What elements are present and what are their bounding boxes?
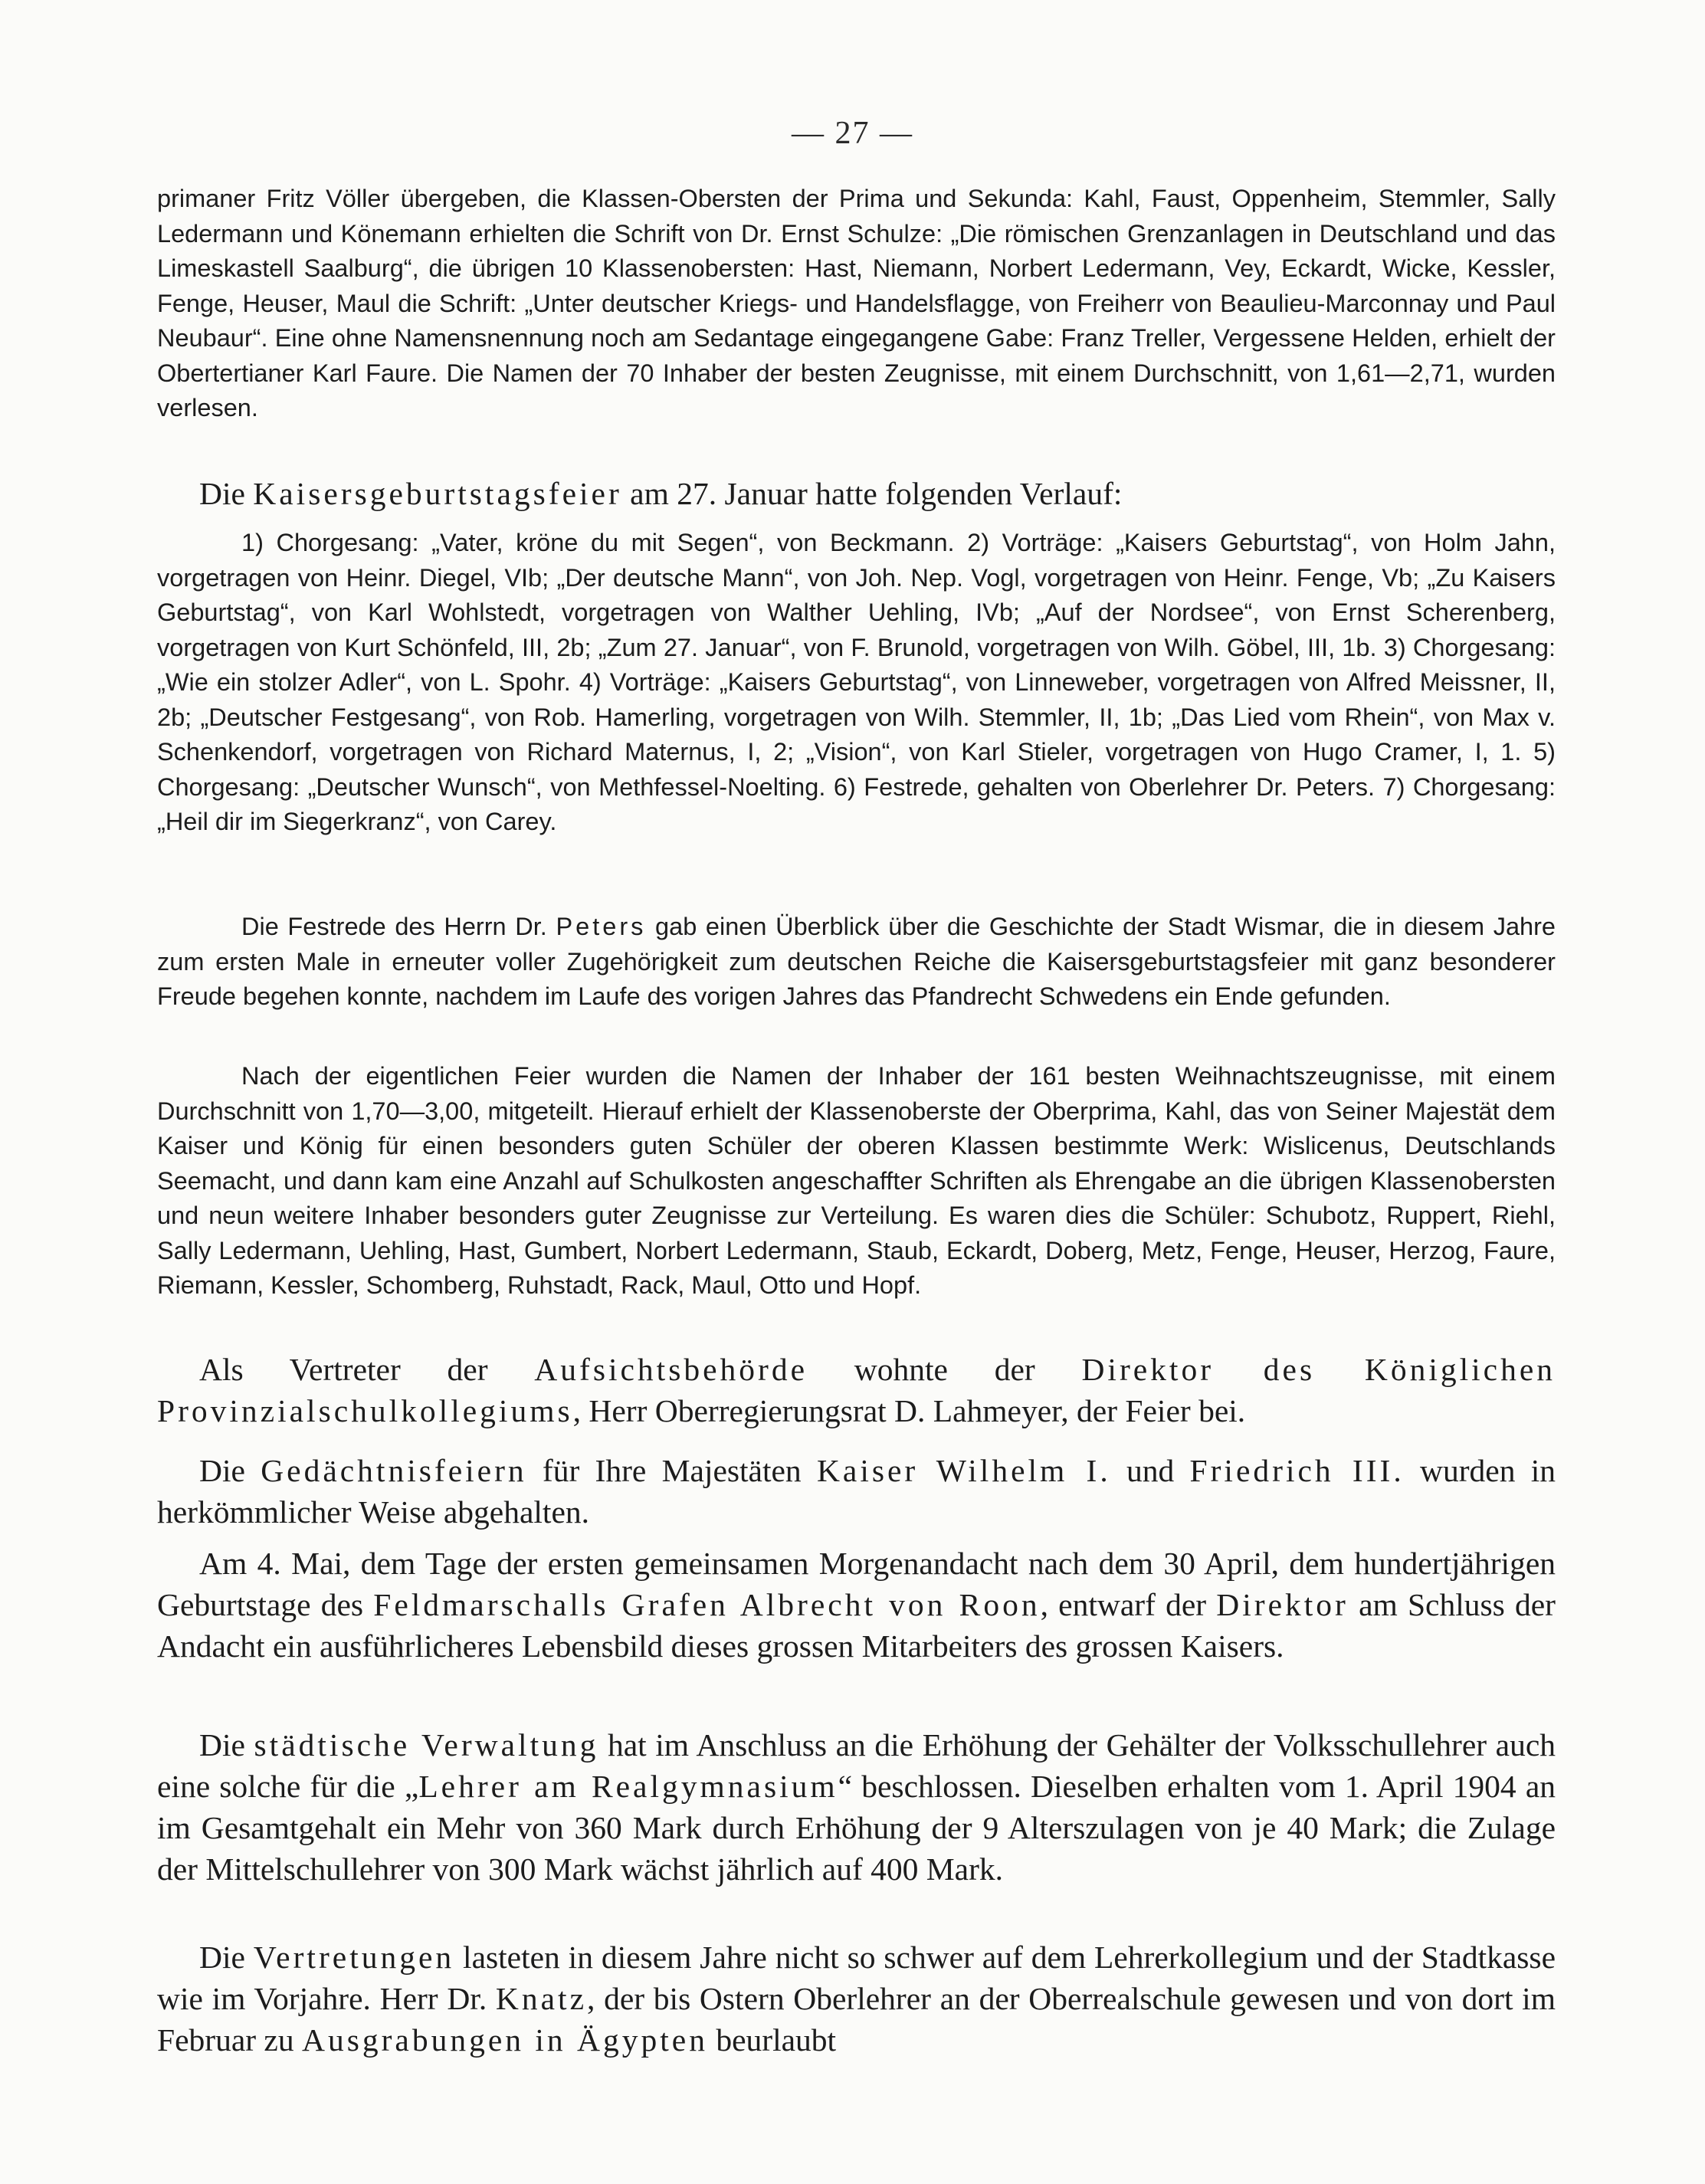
page-number: — 27 — <box>792 116 913 151</box>
paragraph-kaisersgeburtstag-intro: Die Kaisersgeburtstagsfeier am 27. Januar hatte folgenden Verlauf: <box>199 476 1123 511</box>
paragraph-verwaltung: Die städtische Verwaltung hat im Anschluss an die Erhöhung der Gehälter der Volksschullehrer auch eine solche für die „Lehrer am Realgymnasium“ beschlossen. Dieselben erhalten vom 1. April 1904 an im Gesamtgehalt ein Mehr von 360 Mark durch Erhöhung der 9 Alterszulagen von je 40 Mark; die Zulage der Mittelschullehrer von 300 Mark wächst jährlich auf 400 Mark. <box>157 1727 1556 1887</box>
paragraph-weihnachtszeugnisse: Nach der eigentlichen Feier wurden die Namen der Inhaber der 161 besten Weihnachtszeugnisse, mit einem Durchschnitt von 1,70—3,00, mitgeteilt. Hierauf erhielt der Klassenoberste der Oberprima, Kahl, das von Seiner Majestät dem Kaiser und König für einen besonders guten Schüler der oberen Klassen bestimmte Werk: Wislicenus, Deutschlands Seemacht, und dann kam eine Anzahl auf Schulkosten angeschaffter Schriften als Ehrengabe an die übrigen Klassenobersten und neun weitere Inhaber besonders guter Zeugnisse zur Verteilung. Es waren dies die Schüler: Schubotz, Ruppert, Riehl, Sally Ledermann, Uehling, Hast, Gumbert, Norbert Ledermann, Staub, Eckardt, Doberg, Metz, Fenge, Heuser, Herzog, Faure, Riemann, Kessler, Schomberg, Ruhstadt, Rack, Maul, Otto und Hopf. <box>157 1062 1556 1299</box>
spaced-emphasis: Kaisersgeburtstagsfeier <box>253 476 622 511</box>
paragraph-aufsichtsbehoerde: Als Vertreter der Aufsichtsbehörde wohnte der Direktor des Königlichen Provinzialschulkollegiums, Herr Oberregierungsrat D. Lahmeyer, der Feier bei. <box>157 1352 1556 1428</box>
paragraph-festrede: Die Festrede des Herrn Dr. Peters gab einen Überblick über die Geschichte der Stadt Wismar, die in diesem Jahre zum ersten Male in erneuter voller Zugehörigkeit zum deutschen Reiche die Kaisersgeburtstagsfeier mit ganz besonderer Freude begehen konnte, nachdem im Laufe des vorigen Jahres das Pfandrecht Schwedens ein Ende gefunden. <box>157 913 1556 1010</box>
paragraph-program: 1) Chorgesang: „Vater, kröne du mit Segen“, von Beckmann. 2) Vorträge: „Kaisers Geburtstag“, von Holm Jahn, vorgetragen von Heinr. Diegel, VIb; „Der deutsche Mann“, von Joh. Nep. Vogl, vorgetragen von Heinr. Fenge, Vb; „Zu Kaisers Geburtstag“, von Karl Wohlstedt, vorgetragen von Walther Uehling, IVb; „Auf der Nordsee“, von Ernst Scherenberg, vorgetragen von Kurt Schönfeld, III, 2b; „Zum 27. Januar“, von F. Brunold, vorgetragen von Wilh. Göbel, III, 1b. 3) Chorgesang: „Wie ein stolzer Adler“, von L. Spohr. 4) Vorträge: „Kaisers Geburtstag“, von Linneweber, vorgetragen von Alfred Meissner, II, 2b; „Deutscher Festgesang“, von Rob. Hamerling, vorgetragen von Wilh. Stemmler, II, 1b; „Das Lied vom Rhein“, von Max v. Schenkendorf, vorgetragen von Richard Maternus, I, 2; „Vision“, von Karl Stieler, vorgetragen von Hugo Cramer, I, 1. 5) Chorgesang: „Deutscher Wunsch“, von Methfessel-Noelting. 6) Festrede, gehalten von Oberlehrer Dr. Peters. 7) Chorgesang: „Heil dir im Siegerkranz“, von Carey. <box>157 529 1556 835</box>
paragraph-prize-awards: primaner Fritz Völler übergeben, die Klassen-Obersten der Prima und Sekunda: Kahl, Faust, Oppenheim, Stemmler, Sally Ledermann und Könemann erhielten die Schrift von Dr. Ernst Schulze: „Die römischen Grenzanlagen in Deutschland und das Limeskastell Saalburg“, die übrigen 10 Klassenobersten: Hast, Niemann, Norbert Ledermann, Vey, Eckardt, Wicke, Kessler, Fenge, Heuser, Maul die Schrift: „Unter deutscher Kriegs- und Handelsflagge, von Freiherr von Beaulieu-Marconnay und Paul Neubaur“. Eine ohne Namensnennung noch am Sedantage eingegangene Gabe: Franz Treller, Vergessene Helden, erhielt der Obertertianer Karl Faure. Die Namen der 70 Inhaber der besten Zeugnisse, mit einem Durchschnitt, von 1,61—2,71, wurden verlesen. <box>157 185 1556 421</box>
paragraph-gedaechtnisfeiern: Die Gedächtnisfeiern für Ihre Majestäten Kaiser Wilhelm I. und Friedrich III. wurden in herkömmlicher Weise abgehalten. <box>157 1453 1556 1530</box>
paragraph-roon: Am 4. Mai, dem Tage der ersten gemeinsamen Morgenandacht nach dem 30 April, dem hundertjährigen Geburtstage des Feldmarschalls Grafen Albrecht von Roon, entwarf der Direktor am Schluss der Andacht ein ausführlicheres Lebensbild dieses grossen Mitarbeiters des grossen Kaisers. <box>157 1546 1556 1664</box>
spaced-emphasis: Peters <box>556 913 647 940</box>
paragraph-vertretungen: Die Vertretungen lasteten in diesem Jahre nicht so schwer auf dem Lehrerkollegium und der Stadtkasse wie im Vorjahre. Herr Dr. Knatz, der bis Ostern Oberlehrer an der Oberrealschule gewesen und von dort im Februar zu Ausgrabungen in Ägypten beurlaubt <box>157 1940 1556 2058</box>
